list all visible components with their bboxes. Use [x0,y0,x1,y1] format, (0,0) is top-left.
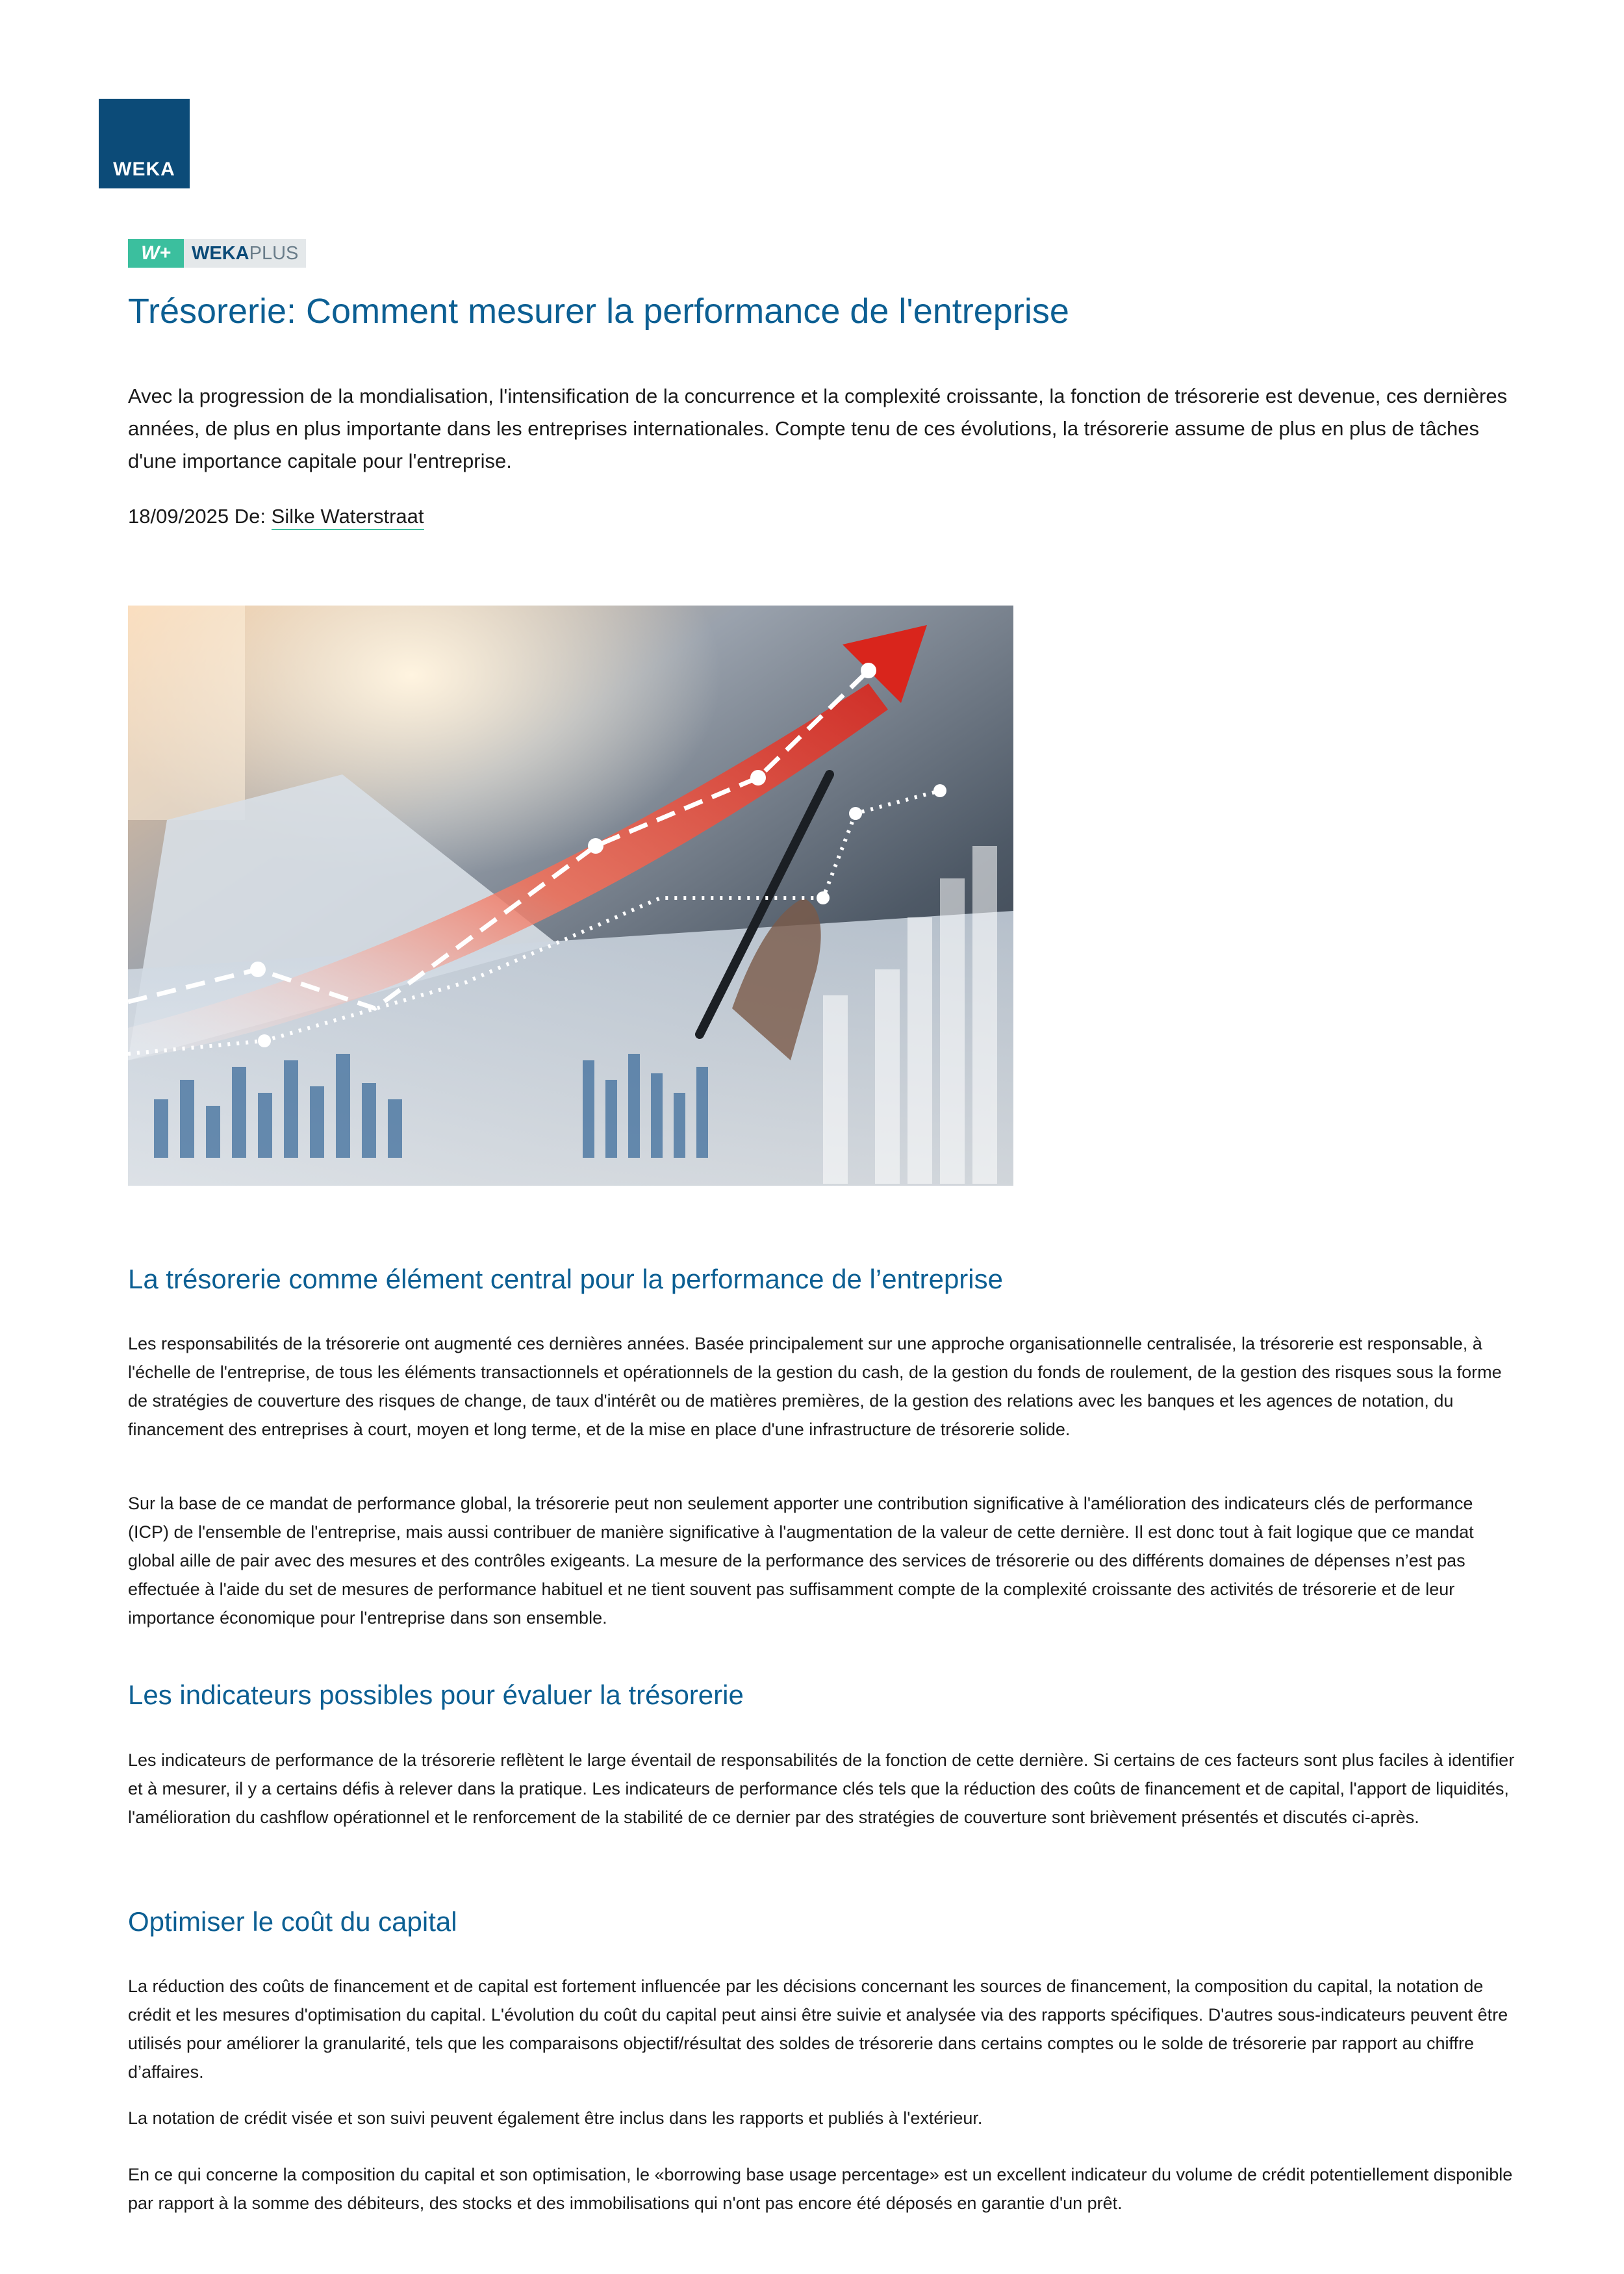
section-heading-cout-capital: Optimiser le coût du capital [128,1906,457,1937]
wekaplus-badge [128,239,306,268]
weka-logo[interactable] [99,99,190,188]
section-paragraph: Les indicateurs de performance de la trésorerie reflètent le large éventail de responsabilités de la fonction de cette dernière. Si certains de ces facteurs sont plus faciles à identifier et à mesurer, il y a certains défis à relever dans la pratique. Les indicateurs de performance clés tels que la réduction des coûts de financement et de capital, l'apport de liquidités, l'amélioration du cashflow opérationnel et le renforcement de la stabilité de ce dernier par des stratégies de couverture sont brièvement présentés et discutés ci-après. [128,1750,1515,1827]
section-paragraph: La notation de crédit visée et son suivi peuvent également être inclus dans les rapports et publiés à l'extérieur. [128,2108,983,2128]
author-link[interactable]: Silke Waterstraat [272,505,424,530]
section-paragraph: Les responsabilités de la trésorerie ont augmenté ces dernières années. Basée principalement sur une approche organisationnelle centralisée, la trésorerie est responsable, à l'échelle de l'entreprise, de tous les éléments transactionnels et opérationnels de la gestion du cash, de la gestion du fonds de roulement, de la gestion des risques sous la forme de stratégies de couverture des risques de change, de taux d'intérêt ou de matières premières, de la gestion des relations avec les banques et les agences de notation, du financement des entreprises à court, moyen et long terme, et de la mise en place d'une infrastructure de trésorerie solide. [128,1334,1502,1439]
section-paragraph: En ce qui concerne la composition du capital et son optimisation, le «borrowing base usage percentage» est un excellent indicateur du volume de crédit potentiellement disponible par rapport à la somme des débiteurs, des stocks et des immobilisations qui n'ont pas encore été déposés en garantie d'un prêt. [128,2165,1513,2213]
wekaplus-label-bold: WEKA [192,242,249,264]
hero-image [128,606,1013,1186]
section-paragraph: Sur la base de ce mandat de performance global, la trésorerie peut non seulement apporter une contribution significative à l'amélioration des indicateurs clés de performance (ICP) de l'ensemble de l'entreprise, mais aussi contribuer de manière significative à l'augmentation de la valeur de cette dernière. Il est donc tout à fait logique que ce mandat global aille de pair avec des mesures et des contrôles exigeants. La mesure de la performance des services de trésorerie ou des différents domaines de dépenses n’est pas effectuée à l'aide du set de mesures de performance habituel et ne tient souvent pas suffisamment compte de la complexité croissante des activités de trésorerie et de leur importance économique pour l'entreprise dans son ensemble. [128,1494,1474,1628]
author-prefix: De: [234,505,266,528]
section-heading-indicateurs: Les indicateurs possibles pour évaluer la trésorerie [128,1680,744,1710]
article-meta [128,500,424,533]
logo-text: WEKA [113,159,175,180]
wplus-icon: W+ [128,239,184,268]
article-intro: Avec la progression de la mondialisation, l'intensification de la concurrence et la complexité croissante, la fonction de trésorerie est devenue, ces dernières années, de plus en plus importante dans les entreprises internationales. Compte tenu de ces évolutions, la trésorerie assume de plus en plus de tâches d'une importance capitale pour l'entreprise. [128,385,1508,472]
wekaplus-label-light: PLUS [249,242,299,264]
article-title: Trésorerie: Comment mesurer la performance de l'entreprise [128,292,1069,331]
wekaplus-label [184,239,306,268]
section-paragraph: La réduction des coûts de financement et de capital est fortement influencée par les décisions concernant les sources de financement, la composition du capital, la notation de crédit et les mesures d'optimisation du capital. L'évolution du coût du capital peut ainsi être suivie et analysée via des rapports spécifiques. D'autres sous-indicateurs peuvent être utilisés pour améliorer la granularité, tels que les comparaisons objectif/résultat des soldes de trésorerie dans certains comptes ou le solde de trésorerie par rapport au chiffre d’affaires. [128,1976,1508,2082]
article-date: 18/09/2025 [128,505,229,528]
section-heading-tresorerie-centrale: La trésorerie comme élément central pour la performance de l’entreprise [128,1264,1003,1294]
